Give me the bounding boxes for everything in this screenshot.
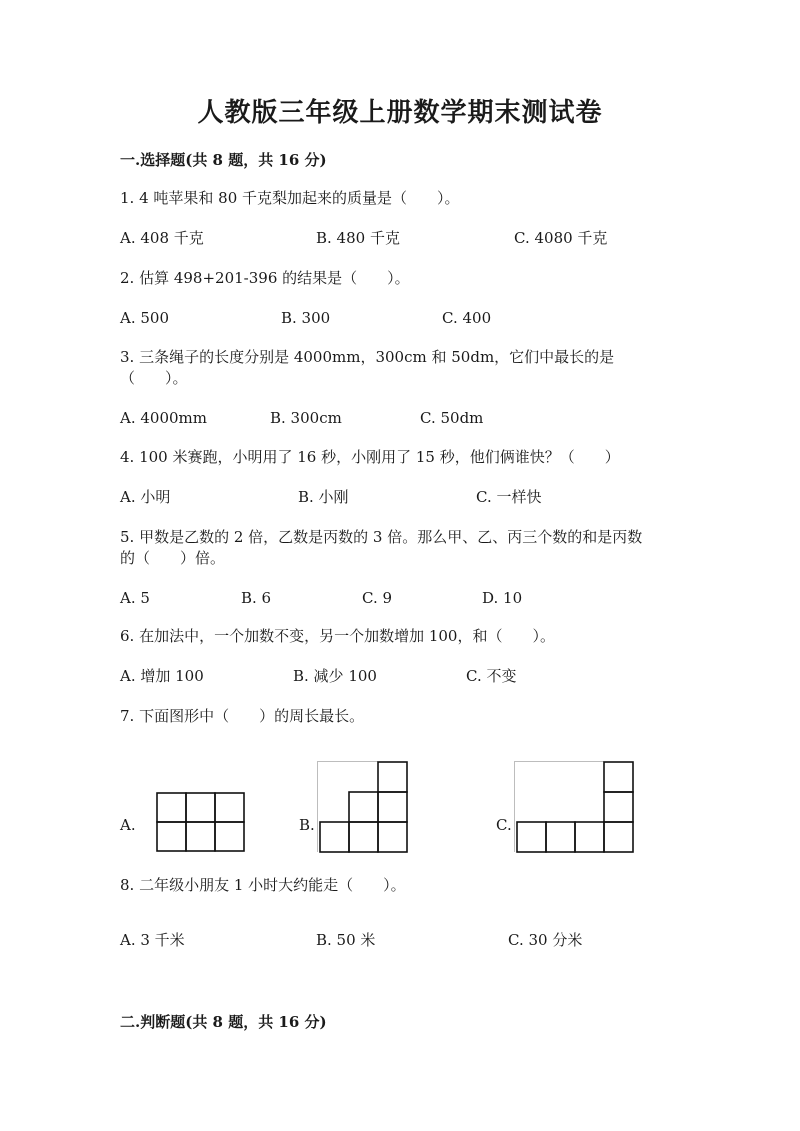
question-1-stem: 1. 4 吨苹果和 80 千克梨加起来的质量是（ ）。 bbox=[120, 189, 460, 207]
question-8-option-b[interactable]: B. 50 米 bbox=[316, 931, 376, 949]
figure-c-l-shape[interactable] bbox=[514, 761, 636, 853]
question-5-stem-line1: 5. 甲数是乙数的 2 倍，乙数是丙数的 3 倍。那么甲、乙、丙三个数的和是丙数 bbox=[120, 528, 643, 546]
page-title: 人教版三年级上册数学期末测试卷 bbox=[197, 98, 603, 128]
figure-b-staircase[interactable] bbox=[317, 761, 409, 853]
question-3-option-b[interactable]: B. 300cm bbox=[270, 409, 342, 427]
question-2-option-b[interactable]: B. 300 bbox=[281, 309, 331, 327]
question-2-stem: 2. 估算 498+201-396 的结果是（ ）。 bbox=[120, 269, 410, 287]
question-8-option-c[interactable]: C. 30 分米 bbox=[508, 931, 583, 949]
question-3-stem-line1: 3. 三条绳子的长度分别是 4000mm，300cm 和 50dm，它们中最长的是 bbox=[120, 348, 615, 366]
question-7-option-a[interactable]: A. bbox=[120, 816, 136, 834]
question-4-stem: 4. 100 米赛跑，小明用了 16 秒，小刚用了 15 秒，他们俩谁快？（ ） bbox=[120, 448, 620, 466]
question-6-stem: 6. 在加法中，一个加数不变，另一个加数增加 100，和（ ）。 bbox=[120, 627, 555, 645]
question-4-option-b[interactable]: B. 小刚 bbox=[298, 488, 349, 506]
question-2-option-c[interactable]: C. 400 bbox=[442, 309, 492, 327]
section-heading-judgement: 二.判断题(共 8 题，共 16 分) bbox=[120, 1013, 327, 1031]
question-4-option-a[interactable]: A. 小明 bbox=[120, 488, 171, 506]
question-6-option-b[interactable]: B. 减少 100 bbox=[293, 667, 377, 685]
question-7-stem: 7. 下面图形中（ ）的周长最长。 bbox=[120, 707, 365, 725]
question-2-option-a[interactable]: A. 500 bbox=[120, 309, 169, 327]
question-5-option-c[interactable]: C. 9 bbox=[362, 589, 393, 607]
question-1-option-c[interactable]: C. 4080 千克 bbox=[514, 229, 608, 247]
question-6-option-a[interactable]: A. 增加 100 bbox=[120, 667, 204, 685]
question-4-option-c[interactable]: C. 一样快 bbox=[476, 488, 542, 506]
section-heading-choice: 一.选择题(共 8 题，共 16 分) bbox=[120, 151, 327, 169]
question-7-option-c[interactable]: C. bbox=[496, 816, 512, 834]
question-1-option-a[interactable]: A. 408 千克 bbox=[120, 229, 204, 247]
question-3-stem-line2: （ ）。 bbox=[120, 369, 188, 387]
figure-a-grid-3x2[interactable] bbox=[156, 792, 246, 852]
question-1-option-b[interactable]: B. 480 千克 bbox=[316, 229, 400, 247]
question-8-option-a[interactable]: A. 3 千米 bbox=[120, 931, 185, 949]
question-8-stem: 8. 二年级小朋友 1 小时大约能走（ ）。 bbox=[120, 876, 406, 894]
question-5-option-a[interactable]: A. 5 bbox=[120, 589, 150, 607]
question-5-stem-line2: 的（ ）倍。 bbox=[120, 549, 226, 567]
question-6-option-c[interactable]: C. 不变 bbox=[466, 667, 517, 685]
question-5-option-b[interactable]: B. 6 bbox=[241, 589, 272, 607]
question-3-option-a[interactable]: A. 4000mm bbox=[120, 409, 207, 427]
question-7-option-b[interactable]: B. bbox=[299, 816, 315, 834]
question-5-option-d[interactable]: D. 10 bbox=[482, 589, 523, 607]
question-3-option-c[interactable]: C. 50dm bbox=[420, 409, 484, 427]
